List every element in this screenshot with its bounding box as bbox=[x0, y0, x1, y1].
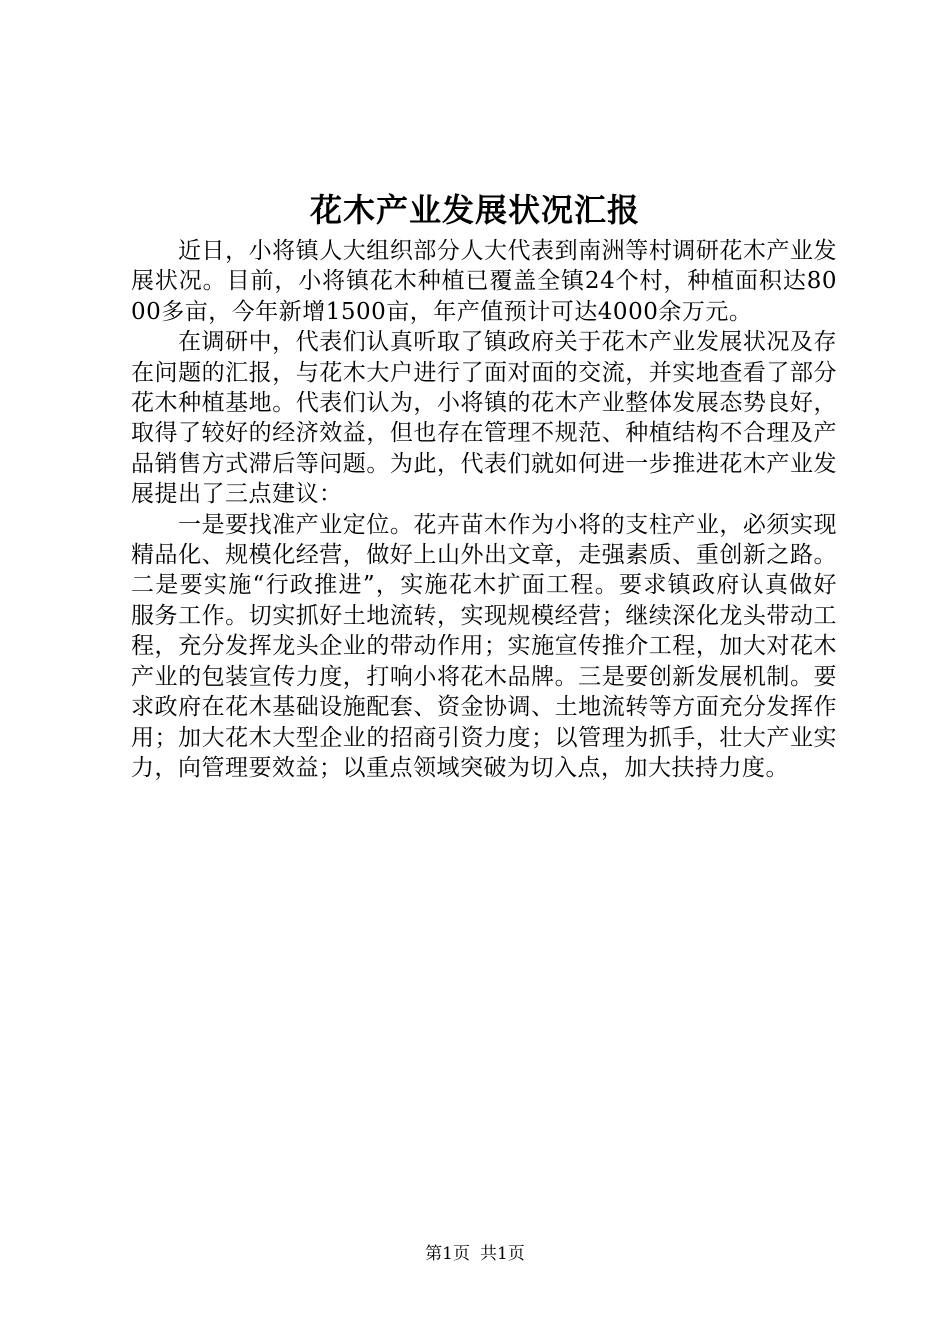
page-footer bbox=[0, 1242, 950, 1266]
page-number: 第1页 bbox=[425, 1244, 470, 1264]
paragraph-survey: 在调研中，代表们认真听取了镇政府关于花木产业发展状况及存在问题的汇报，与花木大户进行了面对面的交流，并实地查看了部分花木种植基地。代表们认为，小将镇的花木产业整体发展态势良好，取得了较好的经济效益，但也存在管理不规范、种植结构不合理及产品销售方式滞后等问题。为此，代表们就如何进一步推进花木产业发展提出了三点建议： bbox=[131, 329, 837, 508]
paragraph-intro: 近日，小将镇人大组织部分人大代表到南洲等村调研花木产业发展状况。目前，小将镇花木种植已覆盖全镇24个村，种植面积达8000多亩，今年新增1500亩，年产值预计可达4000余万元。 bbox=[131, 238, 837, 325]
paragraph-suggestions: 一是要找准产业定位。花卉苗木作为小将的支柱产业，必须实现精品化、规模化经营，做好上山外出文章，走强素质、重创新之路。二是要实施“行政推进”，实施花木扩面工程。要求镇政府认真做好服务工作。切实抓好土地流转，实现规模经营；继续深化龙头带动工程，充分发挥龙头企业的带动作用；实施宣传推介工程，加大对花木产业的包装宣传力度，打响小将花木品牌。三是要创新发展机制。要求政府在花木基础设施配套、资金协调、土地流转等方面充分发挥作用；加大花木大型企业的招商引资力度；以管理为抓手，壮大产业实力，向管理要效益；以重点领域突破为切入点，加大扶持力度。 bbox=[131, 511, 837, 781]
page-total: 共1页 bbox=[480, 1244, 525, 1264]
document-title: 花木产业发展状况汇报 bbox=[309, 191, 640, 229]
document-body bbox=[131, 236, 837, 783]
